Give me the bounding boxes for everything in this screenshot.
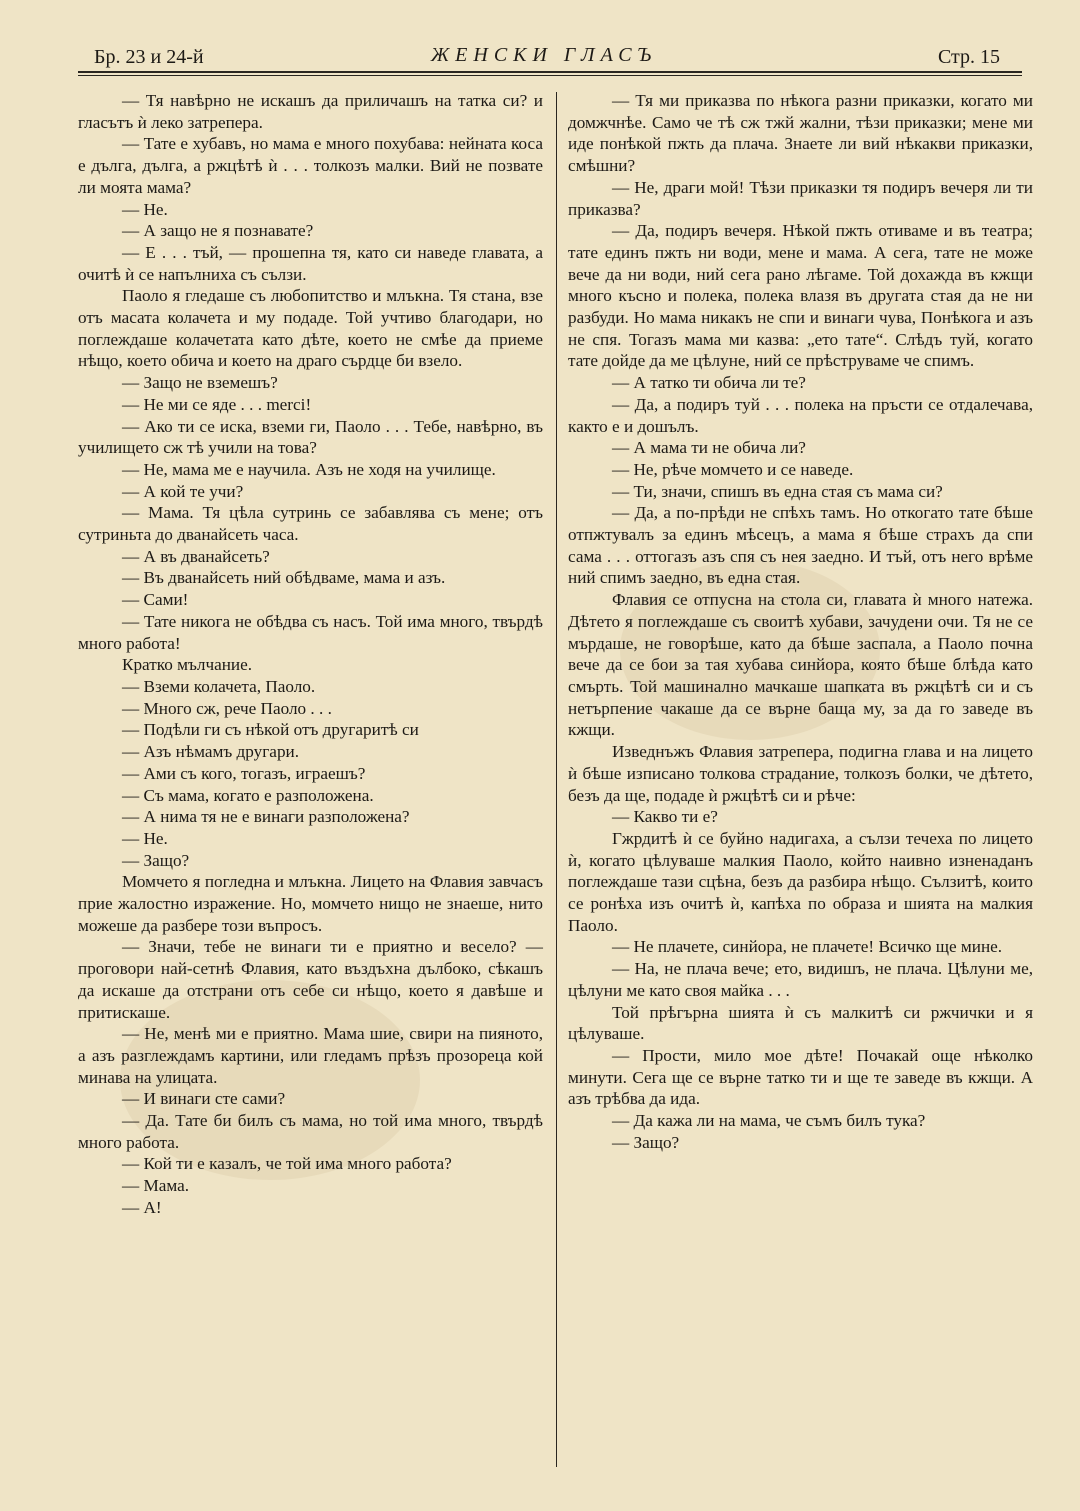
paragraph: — Ако ти се иска, вземи ги, Паоло . . . Тебе, навѣрно, въ училището сж тѣ учили на това? <box>78 416 543 458</box>
paragraph: — А татко ти обича ли те? <box>612 373 806 393</box>
issue-number: Бр. 23 и 24-й <box>94 46 204 68</box>
paragraph: — Тя навѣрно не искашъ да приличашъ на татка си? и гласътъ ѝ леко затрепера. <box>78 91 543 132</box>
paragraph: — Не, мама ме е научила. Азъ не ходя на училище. <box>122 459 496 479</box>
paragraph: — Защо? <box>122 850 190 870</box>
paragraph: Той прѣгърна шията ѝ съ малкитѣ си ржчички и я цѣлуваше. <box>568 1002 1033 1044</box>
paragraph: Кратко мълчание. <box>122 655 253 675</box>
paragraph: Момчето я погледна и млъкна. Лицето на Флавия завчасъ прие жалостно изражение. Но, момчето нищо не знаеше, нито можеше да разбере този въпросъ. <box>78 872 543 935</box>
paragraph: — Значи, тебе не винаги ти е приятно и весело? — проговори най-сетнѣ Флавия, като въздъхна дълбоко, сѣкашъ да искаше да отстрани отъ себе си нѣщо, което я давѣше и притискаше. <box>78 937 543 1022</box>
paragraph: — И винаги сте сами? <box>122 1089 286 1109</box>
paragraph: — Да, а по-прѣди не спѣхъ тамъ. Но откогато тате бѣше отпжтувалъ за единъ мѣсецъ, а мама я бѣше страхъ да спи сама . . . оттогазъ азъ спя съ нея заедно. И тъй, отъ него врѣме ний спимъ заедно, въ една стая. <box>568 503 1033 588</box>
paragraph: — Ами съ кого, тогазъ, играешъ? <box>122 763 366 783</box>
paragraph: — Сами! <box>122 590 189 610</box>
paragraph: — Не ми се яде . . . merci! <box>122 394 312 414</box>
paragraph: — Подѣли ги съ нѣкой отъ другаритѣ си <box>122 720 419 740</box>
paragraph: — Ти, значи, спишъ въ една стая съ мама си? <box>612 481 943 501</box>
paragraph: — Много сж, рече Паоло . . . <box>122 698 332 718</box>
header-rule <box>78 71 1022 73</box>
paragraph: — Вземи колачета, Паоло. <box>122 676 316 696</box>
paragraph: — Да, а подиръ туй . . . полека на пръсти се отдалечава, както е и дошълъ. <box>568 394 1033 436</box>
paragraph: Паоло я гледаше съ любопитство и млъкна. Тя стана, взе отъ масата колачета и му подаде. Той учтиво благодари, но поглеждаше колачетата като дѣте, което не смѣе да приеме нѣщо, което обича и което на драго сърдце би взело. <box>78 286 543 371</box>
paragraph: — А въ дванайсеть? <box>122 546 270 566</box>
paragraph: — Кой ти е казалъ, че той има много работа? <box>122 1154 452 1174</box>
paragraph: — Тате никога не обѣдва съ насъ. Той има много, твърдѣ много работа! <box>78 611 543 653</box>
publication-title: ЖЕНСКИ ГЛАСЪ <box>430 44 658 66</box>
paragraph: Флавия се отпусна на стола си, главата ѝ много натежа. Дѣтето я поглеждаше съ своитѣ хубави, зачудени очи. Тя не се мърдаше, не говорѣше, като да бѣше заспала, а Паоло почна вече да се бои за тая хубава синйора, която бѣше блѣда като смърть. Той машинално мачкаше шапката въ ржцѣтѣ си и съ нетърпение чакаше да се върне баща му, за да го заведе въ кжщи. <box>568 590 1033 740</box>
paragraph: — Не, рѣче момчето и се наведе. <box>612 459 854 479</box>
paragraph: — Какво ти е? <box>612 807 718 827</box>
paragraph: — Съ мама, когато е разположена. <box>122 785 374 805</box>
paragraph: — Въ дванайсеть ний обѣдваме, мама и азъ. <box>122 568 446 588</box>
column-divider <box>556 92 557 1467</box>
paragraph: — Защо? <box>612 1132 680 1152</box>
paragraph: — Мама. Тя цѣла сутринь се забавлява съ мене; отъ сутриньта до дванайсеть часа. <box>78 503 543 545</box>
paragraph: — Не, драги мой! Тѣзи приказки тя подиръ вечеря ли ти приказва? <box>568 177 1033 219</box>
paragraph: — Не. <box>122 199 168 219</box>
right-column <box>568 90 1033 1153</box>
paragraph: — А нима тя не е винаги разположена? <box>122 807 410 827</box>
page-number: Стр. 15 <box>937 46 1000 68</box>
paragraph: — Тате е хубавъ, но мама е много похубава: нейната коса е дълга, дълга, а ржцѣтѣ ѝ . . . толкозъ малки. Вий не позвате ли моята мама? <box>78 134 543 197</box>
paragraph: — Мама. <box>122 1176 190 1196</box>
paragraph: — А мама ти не обича ли? <box>612 438 806 458</box>
paragraph: — А! <box>122 1197 162 1217</box>
paragraph: — Не плачете, синйора, не плачете! Всичко ще мине. <box>612 937 1003 957</box>
paragraph: — Да кажа ли на мама, че съмъ билъ тука? <box>612 1111 926 1131</box>
paragraph: — Не. <box>122 828 168 848</box>
paragraph: — Е . . . тъй, — прошепна тя, като си наведе главата, а очитѣ ѝ се напълниха съ сълзи. <box>78 242 543 284</box>
paragraph: Гжрдитѣ ѝ се буйно надигаха, а сълзи течеха по лицето ѝ, когато цѣлуваше малкия Паоло, който наивно изненаданъ поглеждаше тази сцѣна, безъ да разбира нѣщо. Сълзитѣ, които се ронѣха изъ очитѣ ѝ, капѣха по образа и шията на малкия Паоло. <box>568 828 1033 935</box>
paragraph: — Тя ми приказва по нѣкога разни приказки, когато ми домжчнѣе. Само че тѣ сж тжй жални, тѣзи приказки; мене ми иде понѣкой пжть да плача. Знаете ли вий нѣкакви приказки, смѣшни? <box>568 91 1033 176</box>
paragraph: — Да. Тате би билъ съ мама, но той има много, твърдѣ много работа. <box>78 1111 543 1152</box>
paragraph: — На, не плача вече; ето, видишъ, не плача. Цѣлуни ме, цѣлуни ме като своя майка . . . <box>568 959 1033 1000</box>
header-rule-thin <box>78 75 1022 76</box>
paragraph: — Защо не вземешъ? <box>122 373 278 393</box>
paragraph: — А защо не я познавате? <box>122 221 314 241</box>
paragraph: — Азъ нѣмамъ другари. <box>122 742 300 762</box>
paragraph: — Да, подиръ вечеря. Нѣкой пжть отиваме и въ театра; тате единъ пжть ни води, мене и мама. А сега, тате не може вече да ни води, ний сега рано лѣгаме. Той дохажда въ кжщи много късно и полека, полека влазя въ другата стая да не ни разбуди. Но мама никакъ не спи и винаги чува, Понѣкога и азъ не спя. Тогазъ мама ми казва: „ето тате“. Слѣдъ туй, когато тате дойде да ме цѣлуне, ний се прѣструваме че спимъ. <box>568 221 1033 371</box>
paragraph: — Не, менѣ ми е приятно. Мама шие, свири на пияното, а азъ разглеждамъ картини, или гледамъ прѣзъ прозореца кой минава на улицата. <box>78 1024 543 1087</box>
left-column <box>78 90 543 1219</box>
paragraph: — Прости, мило мое дѣте! Почакай още нѣколко минути. Сега ще се върне татко ти и ще те заведе въ кжщи. А азъ трѣбва да ида. <box>568 1045 1033 1109</box>
paragraph: Изведнъжъ Флавия затрепера, подигна глава и на лицето ѝ бѣше изписано толкова страдание, толкозъ болки, че дѣтето, безъ да ще, подаде ѝ ржцѣтѣ си и рѣче: <box>568 742 1033 805</box>
paragraph: — А кой те учи? <box>122 481 244 501</box>
